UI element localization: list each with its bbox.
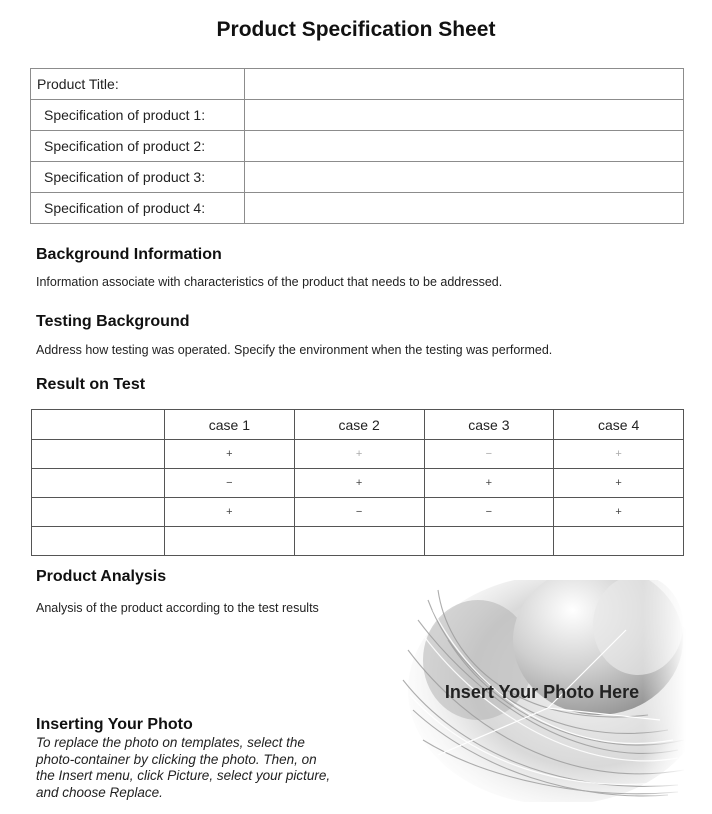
spec-row xyxy=(31,162,684,193)
inserting-text: To replace the photo on templates, select the photo-container by clicking the photo. Then, on the Insert menu, click Picture, select your picture, and choose Replace. xyxy=(36,735,331,800)
results-row xyxy=(32,527,684,556)
spec-label: Specification of product 4: xyxy=(31,193,245,224)
photo-container[interactable] xyxy=(398,580,686,802)
results-cell[interactable]: − xyxy=(424,440,554,469)
spec-row xyxy=(31,193,684,224)
results-cell[interactable] xyxy=(424,527,554,556)
results-header-cell: case 4 xyxy=(554,410,684,440)
results-row xyxy=(32,440,684,469)
spec-label: Specification of product 2: xyxy=(31,131,245,162)
results-cell[interactable]: + xyxy=(554,498,684,527)
background-heading: Background Information xyxy=(36,246,222,263)
spec-label: Product Title: xyxy=(31,69,245,100)
spec-value-cell[interactable] xyxy=(245,193,684,224)
results-header-cell: case 2 xyxy=(294,410,424,440)
results-header-row xyxy=(32,410,684,440)
results-cell[interactable]: + xyxy=(294,440,424,469)
spec-table xyxy=(30,68,684,224)
inserting-heading: Inserting Your Photo xyxy=(36,716,193,733)
spec-label: Specification of product 3: xyxy=(31,162,245,193)
results-cell[interactable]: − xyxy=(424,498,554,527)
spec-value-cell[interactable] xyxy=(245,69,684,100)
photo-caption: Insert Your Photo Here xyxy=(444,682,640,702)
background-text: Information associate with characteristics of the product that needs to be addressed. xyxy=(36,275,503,289)
results-cell[interactable] xyxy=(32,440,165,469)
results-header-cell: case 1 xyxy=(165,410,295,440)
spec-value-cell[interactable] xyxy=(245,131,684,162)
results-cell[interactable] xyxy=(165,527,295,556)
page-title: Product Specification Sheet xyxy=(216,18,496,41)
results-cell[interactable]: + xyxy=(294,469,424,498)
results-row xyxy=(32,498,684,527)
spec-row xyxy=(31,100,684,131)
results-cell[interactable]: + xyxy=(424,469,554,498)
results-header-cell xyxy=(32,410,165,440)
results-cell[interactable] xyxy=(32,469,165,498)
testing-heading: Testing Background xyxy=(36,313,190,330)
results-cell[interactable]: + xyxy=(165,440,295,469)
testing-text: Address how testing was operated. Specify the environment when the testing was performed. xyxy=(36,343,553,357)
analysis-heading: Product Analysis xyxy=(36,568,167,585)
results-cell[interactable] xyxy=(294,527,424,556)
spec-value-cell[interactable] xyxy=(245,100,684,131)
analysis-text: Analysis of the product according to the test results xyxy=(36,601,319,615)
results-cell[interactable]: + xyxy=(554,469,684,498)
results-header-cell: case 3 xyxy=(424,410,554,440)
spec-value-cell[interactable] xyxy=(245,162,684,193)
results-row xyxy=(32,469,684,498)
results-cell[interactable] xyxy=(32,498,165,527)
spec-row xyxy=(31,131,684,162)
spec-label: Specification of product 1: xyxy=(31,100,245,131)
results-cell[interactable]: − xyxy=(294,498,424,527)
results-cell[interactable]: − xyxy=(165,469,295,498)
results-cell[interactable] xyxy=(32,527,165,556)
results-cell[interactable]: + xyxy=(165,498,295,527)
results-heading: Result on Test xyxy=(36,376,146,393)
results-cell[interactable]: + xyxy=(554,440,684,469)
results-cell[interactable] xyxy=(554,527,684,556)
results-table xyxy=(31,409,684,556)
spec-row xyxy=(31,69,684,100)
